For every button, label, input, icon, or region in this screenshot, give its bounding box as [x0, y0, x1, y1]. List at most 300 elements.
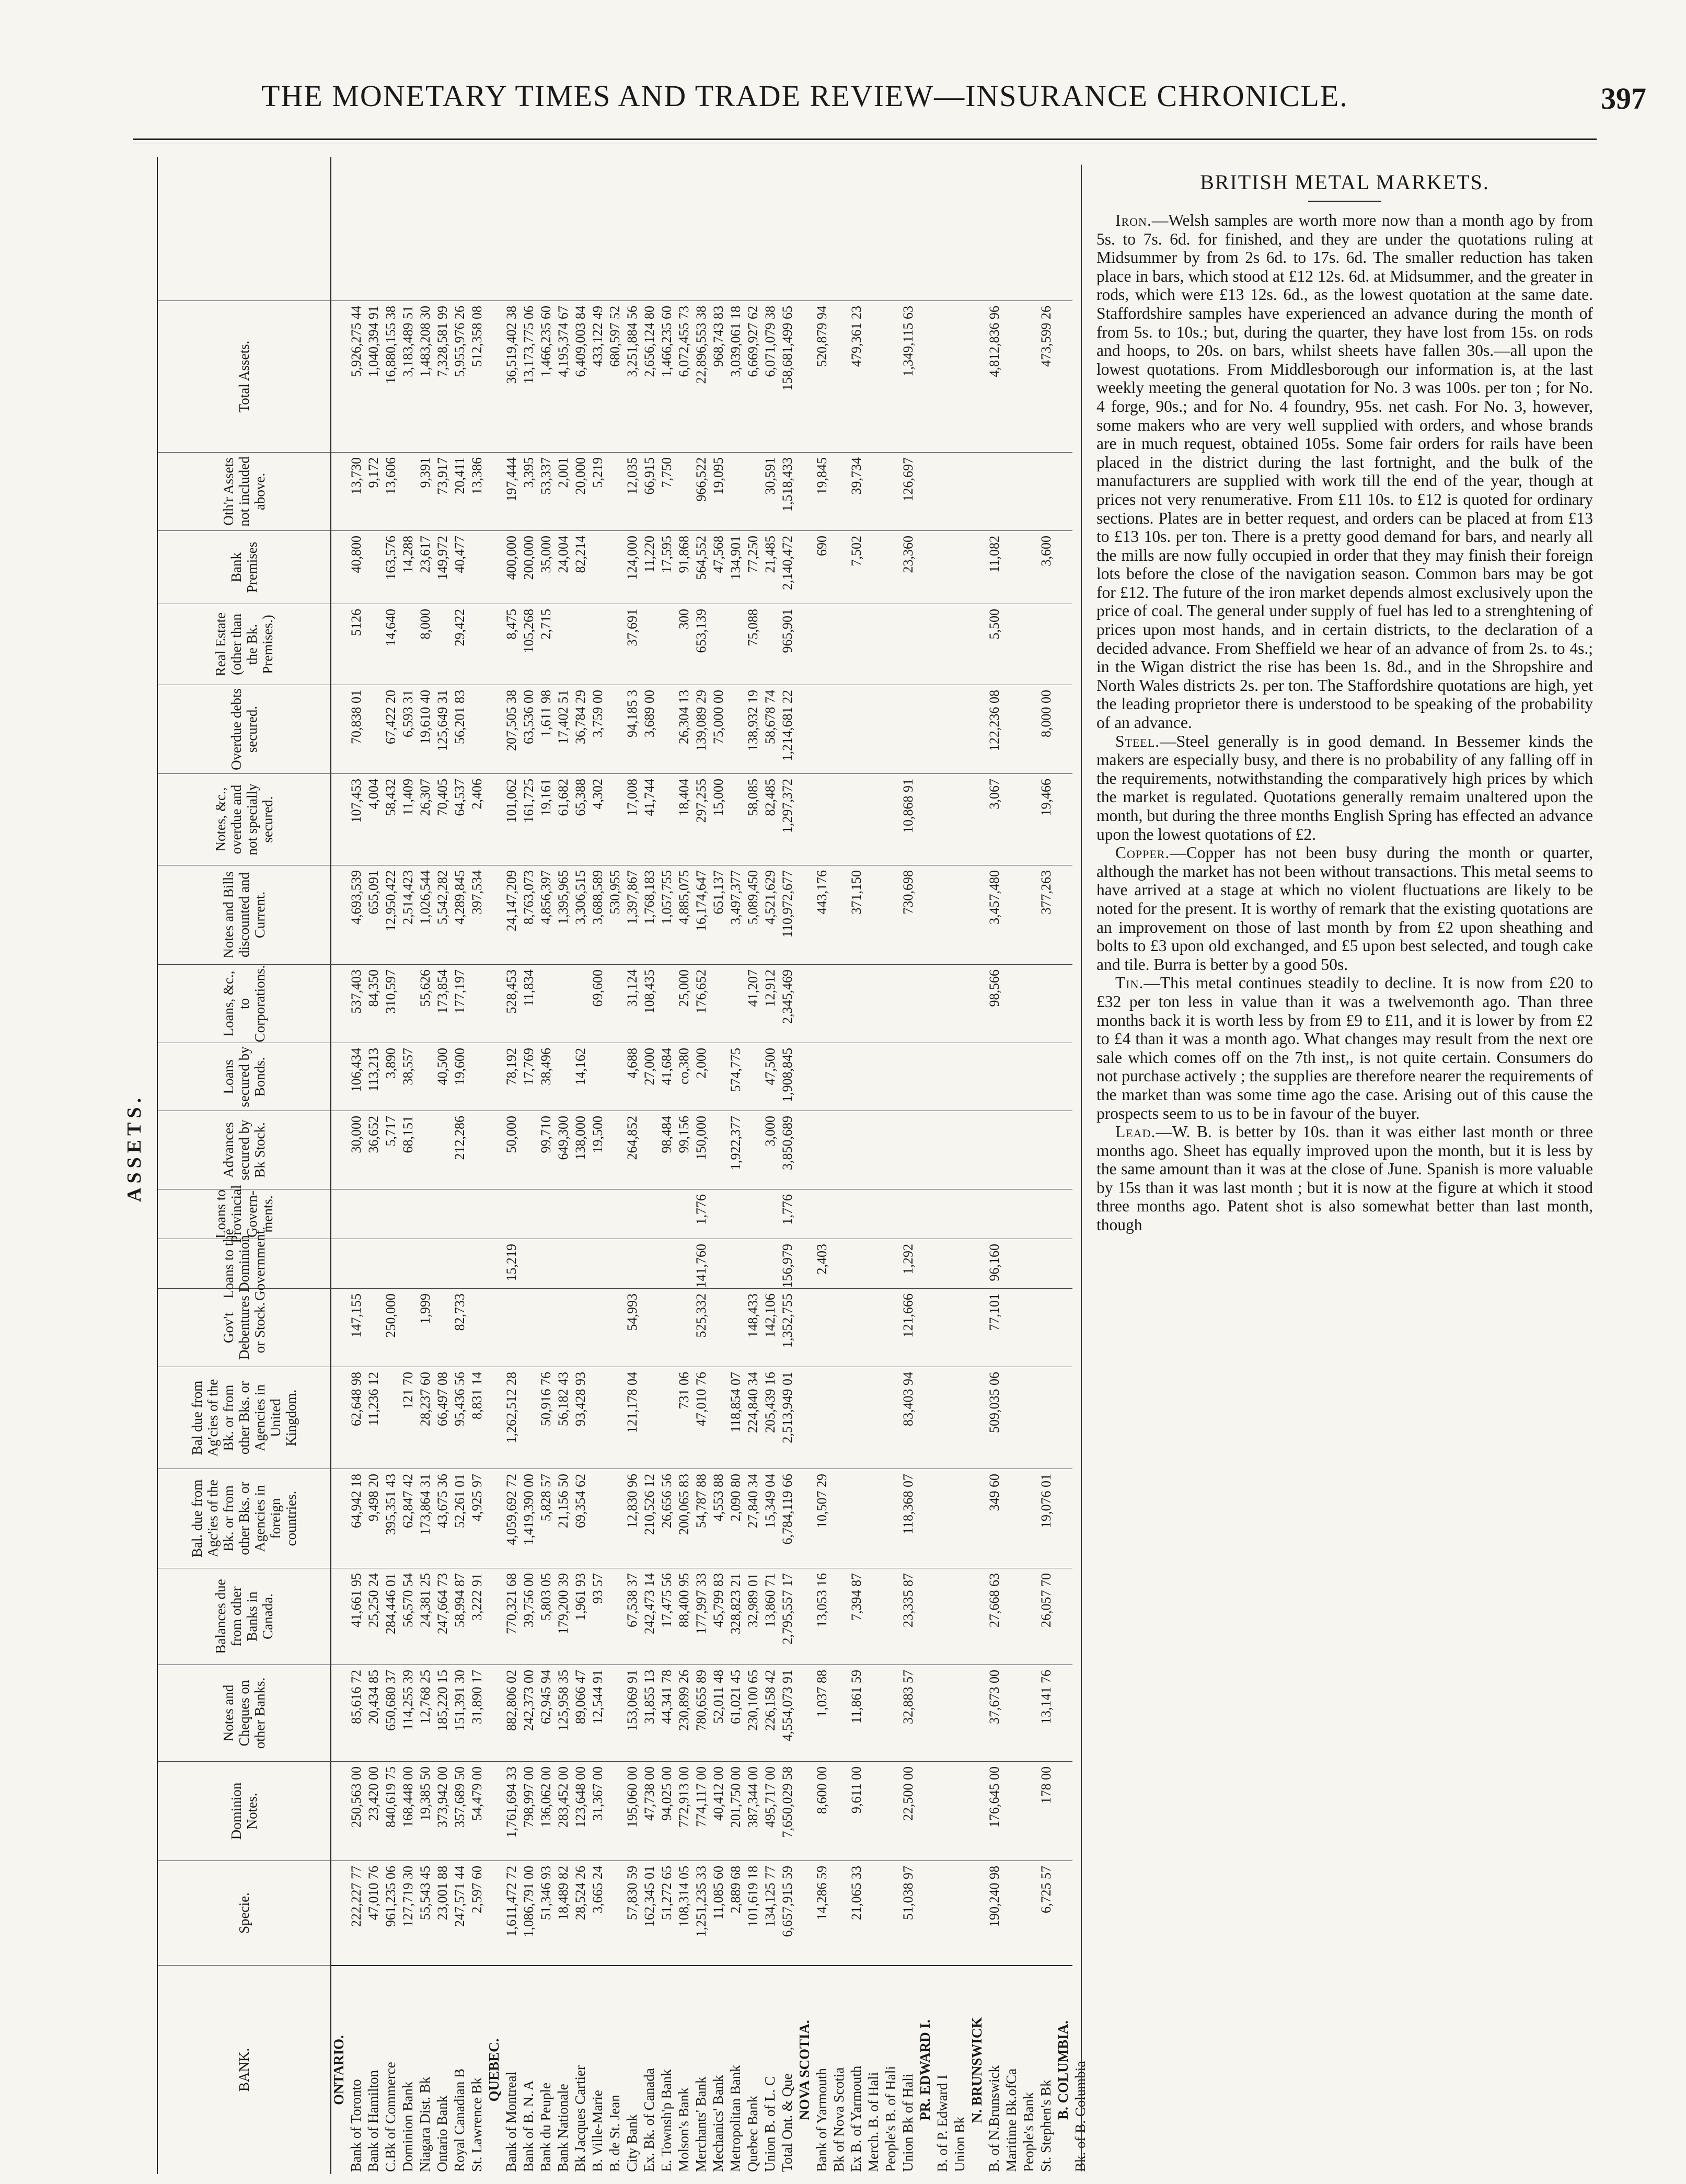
table-cell: 36,784 29: [573, 690, 588, 744]
table-cell: 780,655 89: [694, 1670, 709, 1731]
table-cell: 3,689 00: [642, 690, 657, 737]
table-cell: 40,477: [452, 536, 467, 573]
table-cell: 50,000: [504, 1116, 519, 1153]
table-cell: 1,040,394 91: [366, 306, 381, 377]
table-cell: 19,500: [590, 1116, 605, 1153]
bank-name: B. Ville-Marie: [590, 2090, 605, 2172]
table-cell: 40,412 00: [711, 1766, 726, 1821]
table-cell: 16,174,647: [694, 870, 709, 931]
table-cell: 473,599 26: [1038, 306, 1054, 367]
table-cell: 5,089,450: [745, 870, 760, 925]
table-cell: 67,538 37: [625, 1573, 640, 1627]
table-cell: 4,004: [366, 779, 381, 810]
table-cell: 95,436 56: [452, 1372, 467, 1426]
article-british-metal-markets: [1081, 165, 1593, 2171]
table-cell: 69,600: [590, 969, 605, 1007]
column-header: Loans, &c., to Corporations.: [158, 964, 330, 1043]
bank-name: Metropolitan Bank: [727, 2065, 743, 2172]
column-header: Loans to Provincial Govern-ments.: [158, 1189, 330, 1239]
table-cell: 98,484: [659, 1116, 674, 1153]
table-cell: 6,593 31: [400, 690, 415, 737]
table-cell: 153,069 91: [625, 1670, 640, 1731]
table-cell: 965,901: [780, 609, 795, 653]
table-cell: 201,750 00: [728, 1766, 743, 1828]
table-cell: 83,403 94: [900, 1372, 916, 1426]
table-cell: 45,799 83: [711, 1573, 726, 1627]
table-cell: 78,192: [504, 1048, 519, 1085]
table-cell: 230,899 26: [676, 1670, 691, 1731]
table-cell: 20,434 85: [366, 1670, 381, 1724]
table-cell: 98,566: [987, 969, 1002, 1007]
table-cell: 123,648 00: [573, 1766, 588, 1828]
table-cell: 108,314 05: [676, 1866, 691, 1927]
table-cell: 121,178 04: [625, 1372, 640, 1433]
table-cell: 2,514,423: [400, 870, 415, 925]
table-cell: 142,106: [763, 1293, 778, 1338]
bank-name: Union Bk of Hali: [900, 2073, 916, 2172]
table-cell: 840,619 75: [383, 1766, 398, 1828]
column-header: Notes, &c., overdue and not specially secured.: [158, 773, 330, 865]
table-cell: 38,496: [538, 1048, 553, 1085]
table-cell: 176,645 00: [987, 1766, 1002, 1828]
table-cell: 39,756 00: [521, 1573, 536, 1627]
table-cell: 17,402 51: [556, 690, 571, 744]
bank-name: Bk of Nova Scotia: [831, 2067, 847, 2172]
table-cell: 1,397,867: [625, 870, 640, 925]
table-cell: 101,619 18: [745, 1866, 760, 1927]
table-cell: 26,057 70: [1038, 1573, 1054, 1627]
table-cell: 30,000: [349, 1116, 364, 1153]
table-cell: 55,543 45: [418, 1866, 433, 1920]
table-cell: 1,262,512 28: [504, 1372, 519, 1443]
table-cell: 31,367 00: [590, 1766, 605, 1821]
table-cell: 25,250 24: [366, 1573, 381, 1627]
table-cell: 14,640: [383, 609, 398, 646]
table-cell: 178 00: [1038, 1766, 1054, 1804]
table-cell: 17,769: [521, 1048, 536, 1085]
table-cell: 20,411: [452, 457, 467, 494]
table-cell: 40,500: [435, 1048, 450, 1085]
table-cell: 6,784,119 66: [780, 1474, 795, 1545]
table-cell: 1,611,472 72: [504, 1866, 519, 1937]
table-cell: 4,521,629: [763, 870, 778, 925]
table-cell: 3,183,489 51: [400, 306, 415, 377]
table-cell: 77,101: [987, 1293, 1002, 1331]
table-cell: 94,185 3: [625, 690, 640, 737]
paragraph-text: —W. B. is better by 10s. than it was either last month or three months ago. Sheet has equally improved upon the month, but it is less by the same amount than it was at the close of June. Spanish is more valuable by 15s than it was last month ; but it is now at the figure at which it stood three months ago. Patent shot is also somewhat better than last month, though: [1096, 1123, 1593, 1234]
table-cell: 680,597 52: [607, 306, 622, 367]
article-title-rule: [1308, 201, 1381, 202]
table-cell: 26,304 13: [676, 690, 691, 744]
table-cell: 2,001: [556, 457, 571, 488]
table-cell: 43,675 36: [435, 1474, 450, 1528]
table-cell: 1,466,235 60: [538, 306, 553, 377]
table-cell: 91,868: [676, 536, 691, 573]
table-cell: 8,600 00: [814, 1766, 829, 1814]
table-cell: 47,738 00: [642, 1766, 657, 1821]
table-cell: 3,306,515: [573, 870, 588, 925]
table-cell: 19,610 40: [418, 690, 433, 744]
table-cell: 7,650,029 58: [780, 1766, 795, 1838]
bank-name: E. Townsh'p Bank: [659, 2069, 674, 2172]
table-cell: 58,678 74: [763, 690, 778, 744]
table-cell: 147,155: [349, 1293, 364, 1338]
table-cell: 8,000: [418, 609, 433, 640]
table-cell: 6,409,003 84: [573, 306, 588, 377]
bank-name-column: [330, 1965, 1088, 2174]
table-cell: 122,236 08: [987, 690, 1002, 751]
table-cell: 85,616 72: [349, 1670, 364, 1724]
table-cell: 107,453: [349, 779, 364, 823]
section-heading: ONTARIO.: [331, 2035, 347, 2105]
table-cell: 3,457,480: [987, 870, 1002, 925]
article-paragraph: [1096, 732, 1593, 844]
table-cell: 24,147,209: [504, 870, 519, 931]
bank-name: Bank Nationale: [555, 2084, 571, 2172]
table-cell: 139,089 29: [694, 690, 709, 751]
table-cell: 18,404: [676, 779, 691, 816]
table-cell: 3,665 24: [590, 1866, 605, 1913]
table-cell: 68,151: [400, 1116, 415, 1153]
column-header: Dominion Notes.: [158, 1761, 330, 1861]
table-cell: 2,656,124 80: [642, 306, 657, 377]
table-cell: 56,182 43: [556, 1372, 571, 1426]
table-cell: 8,000 00: [1038, 690, 1054, 737]
assets-table-title: ASSETS.: [123, 1093, 145, 1202]
table-cell: 400,000: [504, 536, 519, 580]
table-cell: 5126: [349, 609, 364, 636]
table-cell: 19,095: [711, 457, 726, 495]
table-cell: 212,286: [452, 1116, 467, 1160]
paragraph-lead: Copper.: [1115, 843, 1170, 862]
table-cell: 328,823 21: [728, 1573, 743, 1634]
table-cell: 26,307: [418, 779, 433, 816]
table-cell: 28,237 60: [418, 1372, 433, 1426]
bank-name: People's Bank: [1021, 2092, 1036, 2172]
table-cell: 649,300: [556, 1116, 571, 1160]
table-cell: 1,214,681 22: [780, 690, 795, 761]
table-cell: 64,537: [452, 779, 467, 816]
table-cell: 250,000: [383, 1293, 398, 1338]
table-cell: 968,743 83: [711, 306, 726, 367]
table-cell: 12,768 25: [418, 1670, 433, 1724]
bank-name: People's B. of Hali: [883, 2066, 898, 2172]
table-cell: 1,518,433: [780, 457, 795, 512]
table-cell: 1,776: [780, 1194, 795, 1225]
article-paragraph: [1096, 843, 1593, 974]
table-cell: 32,989 01: [745, 1573, 760, 1627]
table-cell: 65,388: [573, 779, 588, 816]
table-cell: 3,850,689: [780, 1116, 795, 1170]
table-cell: 44,341 78: [659, 1670, 674, 1724]
table-cell: 30,591: [763, 457, 778, 495]
table-cell: 58,085: [745, 779, 760, 816]
table-cell: 770,321 68: [504, 1573, 519, 1634]
table-cell: 3,600: [1038, 536, 1054, 567]
table-cell: 264,852: [625, 1116, 640, 1160]
table-cell: 6,669,927 62: [745, 306, 760, 377]
table-cell: 4,554,073 91: [780, 1670, 795, 1741]
table-cell: 4,925 97: [469, 1474, 484, 1521]
table-cell: 4,693,539: [349, 870, 364, 925]
bank-name: Bank of Toronto: [348, 2079, 364, 2172]
table-cell: 3,222 91: [469, 1573, 484, 1621]
table-cell: 1,086,791 00: [521, 1866, 536, 1937]
table-cell: 479,361 23: [849, 306, 864, 367]
table-cell: 14,162: [573, 1048, 588, 1085]
bank-name: City Bank: [624, 2114, 640, 2172]
table-cell: 27,840 34: [745, 1474, 760, 1528]
table-cell: 653,139: [694, 609, 709, 653]
table-cell: 3,395: [521, 457, 536, 488]
table-cell: 18,489 82: [556, 1866, 571, 1920]
paragraph-lead: Tin.: [1115, 974, 1144, 992]
table-cell: 54,993: [625, 1293, 640, 1331]
table-cell: 731 06: [676, 1372, 691, 1409]
table-cell: 4,195,374 67: [556, 306, 571, 377]
table-cell: 13,860 71: [763, 1573, 778, 1627]
table-cell: 284,446 01: [383, 1573, 398, 1634]
table-cell: 24,004: [556, 536, 571, 573]
table-cell: 62,648 98: [349, 1372, 364, 1426]
table-cell: 125,649 31: [435, 690, 450, 751]
table-cell: 99,156: [676, 1116, 691, 1153]
table-cell: 226,158 42: [763, 1670, 778, 1731]
article-body: [1096, 211, 1593, 1234]
table-cell: 310,597: [383, 969, 398, 1014]
table-cell: 8,831 14: [469, 1372, 484, 1419]
column-header: Balances due from other Banks in Canada.: [158, 1568, 330, 1665]
table-cell: 17,595: [659, 536, 674, 573]
paragraph-lead: Iron.: [1115, 211, 1152, 229]
bank-name: Bank of Yarmouth: [814, 2068, 829, 2172]
section-heading: B. COLUMBIA.: [1055, 2020, 1071, 2120]
table-cell: 47,010 76: [694, 1372, 709, 1426]
table-cell: 15,349 04: [763, 1474, 778, 1528]
table-cell: 50,916 76: [538, 1372, 553, 1426]
table-cell: 4,553 88: [711, 1474, 726, 1521]
column-header: Loans to the Dominion Government.: [158, 1239, 330, 1288]
table-cell: 1,395,965: [556, 870, 571, 925]
table-cell: 564,552: [694, 536, 709, 580]
table-cell: 61,021 45: [728, 1670, 743, 1724]
table-cell: 23,617: [418, 536, 433, 573]
table-cell: 24,381 25: [418, 1573, 433, 1627]
table-cell: 20,000: [573, 457, 588, 495]
table-cell: 161,725: [521, 779, 536, 823]
table-cell: 1,292: [900, 1244, 916, 1275]
running-head: THE MONETARY TIMES AND TRADE REVIEW—INSURANCE CHRONICLE.: [261, 79, 1348, 113]
table-cell: 2,795,557 17: [780, 1573, 795, 1645]
table-cell: 509,035 06: [987, 1372, 1002, 1433]
table-cell: 23,335 87: [900, 1573, 916, 1627]
table-cell: 58,432: [383, 779, 398, 816]
table-cell: 23,420 00: [366, 1766, 381, 1821]
table-cell: 58,994 87: [452, 1573, 467, 1627]
table-cell: 82,485: [763, 779, 778, 816]
table-cell: 185,220 15: [435, 1670, 450, 1731]
table-cell: 200,065 83: [676, 1474, 691, 1535]
table-cell: 77,250: [745, 536, 760, 573]
table-cell: 12,035: [625, 457, 640, 495]
column-header: Notes and Cheques on other Banks.: [158, 1665, 330, 1761]
table-cell: 23,001 88: [435, 1866, 450, 1920]
table-cell: 525,332: [694, 1293, 709, 1338]
page-number: 397: [1601, 82, 1646, 115]
table-cell: 25,000: [676, 969, 691, 1007]
table-cell: 7,328,581 99: [435, 306, 450, 377]
table-cell: 5,500: [987, 609, 1002, 640]
table-cell: 176,652: [694, 969, 709, 1014]
table-cell: 12,950,422: [383, 870, 398, 931]
section-heading: N. BRUNSWICK: [969, 2017, 985, 2123]
table-cell: 51,346 93: [538, 1866, 553, 1920]
table-cell: 67,422 20: [383, 690, 398, 744]
table-cell: 574,775: [728, 1048, 743, 1092]
table-cell: 31,124: [625, 969, 640, 1007]
table-cell: 36,652: [366, 1116, 381, 1153]
table-cell: 882,806 02: [504, 1670, 519, 1731]
table-cell: 1,961 93: [573, 1573, 588, 1621]
page-header: [261, 78, 1646, 125]
table-cell: 242,373 00: [521, 1670, 536, 1731]
bank-name: Bk Jacques Cartier: [572, 2065, 588, 2172]
table-cell: 349 60: [987, 1474, 1002, 1511]
table-cell: 11,082: [987, 536, 1002, 573]
table-cell: 15,219: [504, 1244, 519, 1281]
table-cell: 6,072,455 73: [676, 306, 691, 377]
table-cell: 2,140,472: [780, 536, 795, 590]
table-cell: 6,071,079 38: [763, 306, 778, 377]
bank-name: Union Bk: [952, 2117, 967, 2172]
table-cell: 11,236 12: [366, 1372, 381, 1426]
table-cell: co,380: [676, 1048, 691, 1085]
table-cell: 12,544 91: [590, 1670, 605, 1724]
table-cell: 64,942 18: [349, 1474, 364, 1528]
table-cell: 11,834: [521, 969, 536, 1007]
table-cell: 14,288: [400, 536, 415, 573]
table-cell: 1,466,235 60: [659, 306, 674, 377]
table-cell: 12,830 96: [625, 1474, 640, 1528]
table-cell: 774,117 00: [694, 1766, 709, 1828]
bank-name: Ex B. of Yarmouth: [848, 2065, 864, 2172]
table-cell: 173,854: [435, 969, 450, 1014]
table-cell: 730,698: [900, 870, 916, 915]
table-cell: 26,656 56: [659, 1474, 674, 1528]
table-cell: 772,913 00: [676, 1766, 691, 1828]
article-paragraph: [1096, 1123, 1593, 1234]
table-cell: 12,912: [763, 969, 778, 1007]
table-cell: 93 57: [590, 1573, 605, 1604]
table-cell: 2,889 68: [728, 1866, 743, 1913]
table-cell: 126,697: [900, 457, 916, 502]
table-cell: 105,268: [521, 609, 536, 653]
table-cell: 62,945 94: [538, 1670, 553, 1724]
table-cell: 47,500: [763, 1048, 778, 1085]
bank-name: Merch. B. of Hali: [865, 2072, 881, 2172]
paragraph-text: —Welsh samples are worth more now than a month ago by from 5s. to 7s. 6d. for finished, and they are under the quotations ruling at Midsummer by from 2s 6d. to 17s. 6d. The smaller reduction has taken place in bars, which stood at £12 12s. 6d. at Midsummer, and the greater in rods, which were £13 12s. 6d., as the lowest quotation at the same date. Staffordshire samples have experienced an advance during the month of from 5s. to 10s.; but, during the quarter, they have lost from 15s. on rods and hoops, to 20s. on bars, whilst sheets have fallen 30s.—all upon the lowest quotations. From Middlesborough our information is, at the last weekly meeting the general quotation for No. 3 was 100s. per ton ; for No. 4 forge, 90s.; and for No. 4 foundry, 95s. net cash. For No. 3, however, some makers who are very well supplied with orders, and whose brands are in much request, obtained 105s. Some fair orders for rails have been placed in the district during the last fortnight, and the bulk of the manufacturers are supplied with work till the end of the year, though at prices not very renumerative. From £11 10s. to £12 is quoted for ordinary sections. Plates are in better request, and orders can be placed at from £13 to £13 10s. per ton. There is a pretty good demand for bars, and nearly all the mills are now fully occupied in order that they may finish their foreign lots before the close of the navigation season. Common bars may be got for £12. The future of the iron market depends almost exclusively upon the price of coal. The general under supply of fuel has led to a strenghtening of prices upon most hands, and in certain districts, to the declaration of a decided advance. From Sheffield we hear of an advance of from 2s. to 4s.; in the Wigan district the rise has been 1s. 8d., and in the Shropshire and North Wales districts 2s. per ton. The Staffordshire quotations are high, yet the leading proprietor there is understood to be speaking of the probability of an advance.: [1096, 211, 1593, 732]
table-cell: 3,497,377: [728, 870, 743, 925]
table-cell: 2,406: [469, 779, 484, 810]
table-cell: 110,972,677: [780, 870, 795, 938]
bank-name: St. Stephen's Bk: [1038, 2079, 1054, 2172]
table-cell: 4,885,075: [676, 870, 691, 925]
table-cell: 13,141 76: [1038, 1670, 1054, 1724]
bank-name: B. of N.Brunswick: [986, 2065, 1002, 2172]
table-cell: 3,890: [383, 1048, 398, 1079]
table-cell: 114,255 39: [400, 1670, 415, 1731]
table-cell: 1,037 88: [814, 1670, 829, 1717]
table-cell: 96,160: [987, 1244, 1002, 1281]
table-cell: 395,351 43: [383, 1474, 398, 1535]
table-cell: 31,890 17: [469, 1670, 484, 1724]
assets-table: [123, 157, 1088, 2174]
table-cell: 1,761,694 33: [504, 1766, 519, 1838]
table-cell: 2,513,949 01: [780, 1372, 795, 1443]
table-cell: 118,368 07: [900, 1474, 916, 1535]
table-cell: 530,955: [607, 870, 622, 915]
table-cell: 2,715: [538, 609, 553, 640]
table-cell: 443,176: [814, 870, 829, 915]
table-cell: 19,076 01: [1038, 1474, 1054, 1528]
table-cell: 655,091: [366, 870, 381, 915]
table-cell: 190,240 98: [987, 1866, 1002, 1927]
table-cell: 690: [814, 536, 829, 556]
table-cell: 1,352,755: [780, 1293, 795, 1348]
paragraph-text: —This metal continues steadily to decline. It is now from £20 to £32 per ton less in value than it was a twelvemonth ago. Than three months back it is worth less by from £9 to £11, and it is lower by from £2 to £4 than it was a month ago. What changes may result from the next ore sale which comes off on the 7th inst,, is not quite certain. Consumers do not purchase actively ; the supplies are therefore nearer the requirements of the market than was some time ago the case. Arising out of this cause the prospects seem to us to be in favour of the buyer.: [1096, 974, 1593, 1123]
table-cell: 433,122 49: [590, 306, 605, 367]
table-cell: 134,901: [728, 536, 743, 580]
bank-name: Maritime Bk.ofCa: [1003, 2069, 1019, 2172]
bank-name: Niagara Dist. Bk: [417, 2076, 433, 2172]
table-cell: 207,505 38: [504, 690, 519, 751]
column-header: Bank Premises: [158, 530, 330, 604]
table-cell: 82,214: [573, 536, 588, 573]
table-cell: 134,125 77: [763, 1866, 778, 1927]
table-cell: 11,861 59: [849, 1670, 864, 1724]
table-cell: 205,439 16: [763, 1372, 778, 1433]
table-cell: 7,502: [849, 536, 864, 567]
table-cell: 495,717 00: [763, 1766, 778, 1828]
table-cell: 75,088: [745, 609, 760, 646]
table-cell: 11,220: [642, 536, 657, 573]
table-cell: 17,008: [625, 779, 640, 816]
column-header: Oth'r Assets not included above.: [158, 452, 330, 530]
table-cell: 162,345 01: [642, 1866, 657, 1927]
table-cell: 650,680 37: [383, 1670, 398, 1731]
table-cell: 17,475 56: [659, 1573, 674, 1627]
table-cell: 5,955,976 26: [452, 306, 467, 377]
table-cell: 138,932 19: [745, 690, 760, 751]
table-cell: 125,958 35: [556, 1670, 571, 1731]
table-cell: 798,997 00: [521, 1766, 536, 1828]
bank-name: B. de St. Jean: [607, 2095, 622, 2172]
column-header: Specie.: [158, 1861, 330, 1965]
table-cell: 2,403: [814, 1244, 829, 1275]
table-cell: 371,150: [849, 870, 864, 915]
table-cell: 1,776: [694, 1194, 709, 1225]
bank-name: Bank of Montreal: [503, 2072, 519, 2172]
paragraph-text: —Steel generally is in good demand. In Bessemer kinds the makers are especially busy, and there is no probability of any falling off in the requirements, notwithstanding the comparatively high prices by which the market is regulated. Quotations generally remaim unaltered upon the month, but during the three months English Spring has effected an advance upon the lowest quotations of £2.: [1096, 732, 1593, 843]
bank-name: Mechanics' Bank: [710, 2075, 726, 2172]
table-cell: 1,999: [418, 1293, 433, 1324]
table-cell: 6,725 57: [1038, 1866, 1054, 1913]
bank-name: St. Lawrence Bk: [469, 2077, 484, 2172]
article-title: BRITISH METAL MARKETS.: [1200, 170, 1489, 194]
table-cell: 63,536 00: [521, 690, 536, 744]
table-cell: 5,926,275 44: [349, 306, 364, 377]
table-cell: 5,828 57: [538, 1474, 553, 1521]
